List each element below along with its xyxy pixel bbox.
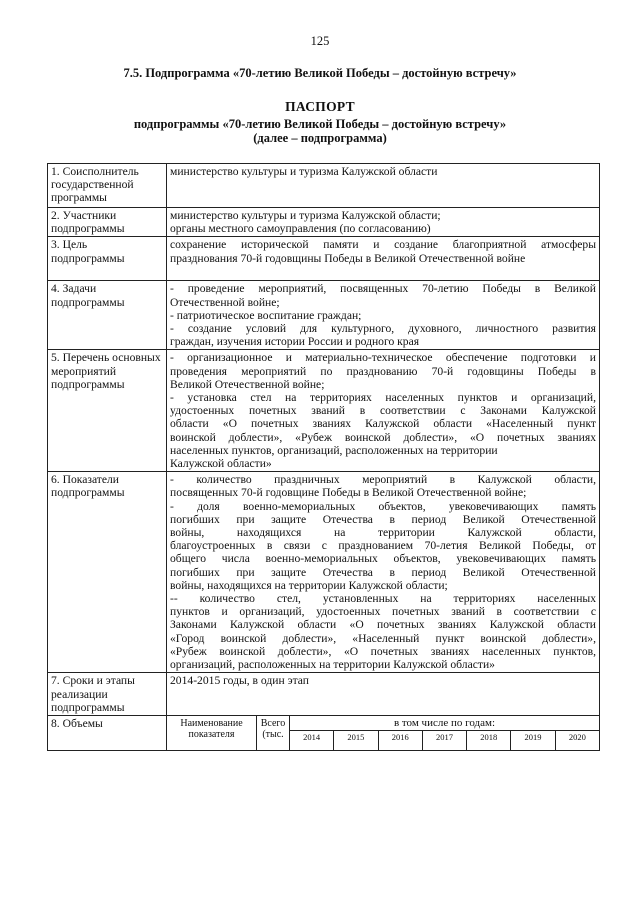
row-content [167,208,600,237]
subheading-line-1: подпрограммы «70-летию Великой Победы – достойную встречу» [133,117,507,131]
table-row [48,673,600,716]
content-line: празднования 70-й годовщины Победы в Великой Отечественной войне [170,251,526,265]
row-content [167,164,600,208]
content-line: населенных пунктов, организаций, расположенных на территории [170,443,498,457]
volume-content [167,716,600,751]
row-label: 8. Объемы [48,716,167,751]
content-line: войны, находящихся на территории Калужской области, [170,526,596,540]
year-cell: 2019 [511,731,555,750]
year-cell: 2017 [423,731,467,750]
content-line: 2014-2015 годы, в один этап [170,674,309,688]
content-line: организаций, расположенных на территории Калужской области» [170,658,495,672]
table-row [48,716,600,751]
table-row [48,164,600,208]
content-line: Отечественной войне; [170,295,280,309]
content-line: воинской доблести», «Рубеж воинской доблести», «О почетных званиях [170,430,596,444]
row-label: 1. Соисполнитель государственной программы [48,164,167,208]
row-content [167,237,600,281]
volume-subtable [167,716,599,750]
content-line: погибших при защите Отечества в период Великой Отечественной [170,512,596,526]
content-line: - количество праздничных мероприятий в Калужской области, [170,473,596,487]
row-label: 4. Задачи подпрограммы [48,281,167,350]
year-cell: 2018 [467,731,511,750]
year-cell: 2016 [379,731,423,750]
content-line: «Рубеж воинской доблести», «О почетных званиях населенных пунктов, [170,644,596,658]
content-line: Законами Калужской области «О почетных званиях Калужской области [170,618,596,632]
row-label: 5. Перечень основных мероприятий подпрограммы [48,350,167,472]
year-cell: 2020 [568,732,586,743]
row-label: 2. Участники подпрограммы [48,208,167,237]
table-row [48,350,600,472]
row-content [167,350,600,472]
content-line: погибших при защите Отечества в период Великой Отечественной [170,565,596,579]
content-line: -- количество стел, установленных на территориях населенных [170,592,596,606]
content-line: - проведение мероприятий, посвященных 70-летию Победы в Великой [170,282,596,296]
content-line: войны, находящихся на территории Калужской области; [170,578,448,592]
passport-heading: ПАСПОРТ [285,99,355,114]
content-line: - патриотическое воспитание граждан; [170,308,362,322]
year-cell: 2015 [334,731,378,750]
content-line: удостоенных почетных званий в соответствии с Законами Калужской [170,404,596,418]
content-line: области «О почетных званиях Калужской области «Населенный пункт [170,417,596,431]
table-row [48,281,600,350]
content-line: посвященных 70-й годовщине Победы в Великой Отечественной войне; [170,486,527,500]
content-line: граждан, изучения истории России и родного края [170,335,420,349]
content-line: Калужской области» [170,457,272,471]
volume-name-header: Наименование показателя [167,716,257,750]
content-line: министерство культуры и туризма Калужской области [170,165,438,178]
year-cell: 2014 [290,731,334,750]
table-row [48,237,600,281]
section-title: 7.5. Подпрограмма «70-летию Великой Победы – достойную встречу» [123,66,517,80]
volume-years-header: в том числе по годам: [290,716,599,731]
years-row [290,731,599,750]
content-line: Великой Отечественной войне; [170,377,325,391]
passport-table [47,163,600,751]
row-label: 6. Показатели подпрограммы [48,472,167,673]
subheading-line-2: (далее – подпрограмма) [253,131,387,145]
volume-years [290,716,599,750]
content-line: общего числа военно-мемориальных объектов, увековечивающих память [170,552,596,566]
content-line: сохранение исторической памяти и создание благоприятной атмосферы [170,238,596,252]
content-line: проведения мероприятий по празднованию 70-й годовщины Победы в [170,364,596,378]
table-row [48,208,600,237]
content-line: - доля военно-мемориальных объектов, увековечивающих память [170,499,596,513]
row-label: 7. Сроки и этапы реализации подпрограммы [48,673,167,716]
content-line: органы местного самоуправления (по согласованию) [170,222,431,236]
passport-subheading [0,117,640,145]
volume-total-header: Всего (тыс. [257,716,290,750]
content-line: благоустроенных в связи с празднованием 70-летия Великой Победы, от [170,539,596,553]
content-line: министерство культуры и туризма Калужской области; [170,209,441,222]
row-content [167,472,600,673]
row-content [167,673,600,716]
row-label: 3. Цель подпрограммы [48,237,167,281]
content-line: - создание условий для культурного, духовного, личностного развития [170,322,596,336]
content-line: - организационное и материально-техническое обеспечение подготовки и [170,351,596,365]
content-line: «Город воинской доблести», «Населенный пункт воинской доблести», [170,631,596,645]
row-content [167,281,600,350]
content-line: - установка стел на территориях населенных пунктов и организаций, [170,391,596,405]
table-row [48,472,600,673]
page-number: 125 [310,34,330,48]
content-line: пунктов и организаций, удостоенных почетных званий в соответствии с [170,605,596,619]
